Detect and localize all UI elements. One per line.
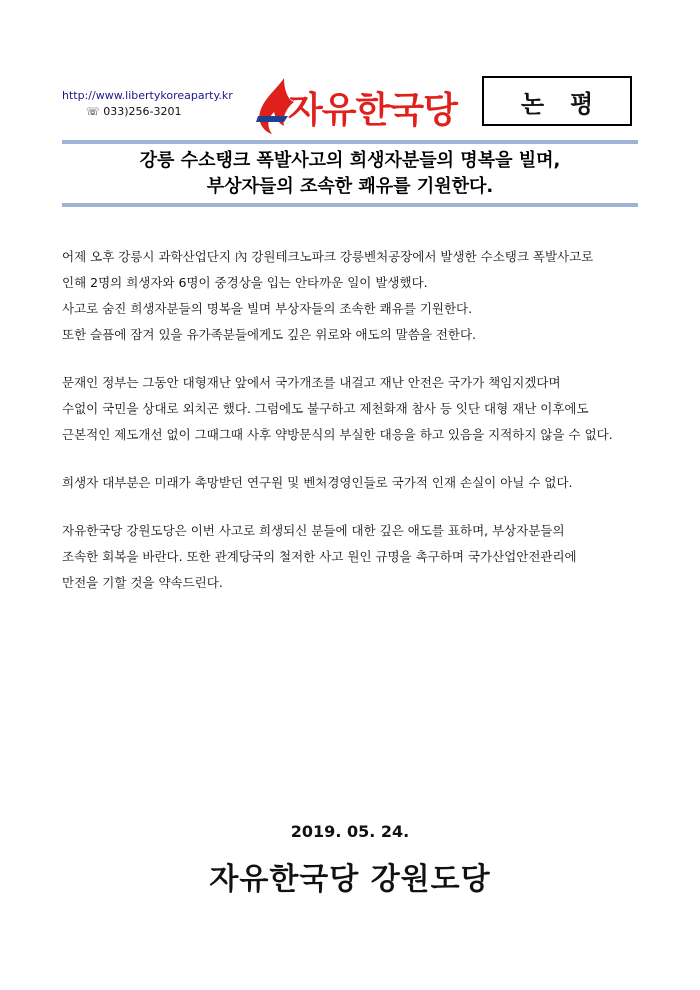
body-line: 또한 슬픔에 잠겨 있을 유가족분들에게도 깊은 위로와 애도의 말씀을 전한다. — [62, 327, 477, 342]
document-body — [62, 244, 642, 596]
phone-number-text: 033)256-3201 — [103, 105, 182, 118]
body-line: 인해 2명의 희생자와 6명이 중경상을 입는 안타까운 일이 발생했다. — [62, 275, 428, 290]
title-line-2: 부상자들의 조속한 쾌유를 기원한다. — [206, 176, 494, 197]
website-url[interactable]: http://www.libertykoreaparty.kr — [62, 89, 233, 102]
contact-info — [62, 88, 233, 120]
logo-text: 자유한국당 — [288, 90, 457, 131]
body-line: 자유한국당 강원도당은 이번 사고로 희생되신 분들에 대한 깊은 애도를 표하며, 부상자분들의 — [62, 523, 565, 538]
phone-icon: ☏ — [86, 105, 100, 118]
body-line: 희생자 대부분은 미래가 촉망받던 연구원 및 벤처경영인들로 국가적 인재 손실이 아닐 수 없다. — [62, 475, 573, 490]
document-title — [62, 148, 638, 200]
phone-number — [62, 104, 233, 120]
document-type-badge: 논평 — [482, 76, 632, 126]
body-line: 수없이 국민을 상대로 외치곤 했다. 그럼에도 불구하고 제천화재 참사 등 잇단 대형 재난 이후에도 — [62, 401, 589, 416]
document-date: 2019. 05. 24. — [290, 822, 410, 841]
body-line: 근본적인 제도개선 없이 그때그때 사후 약방문식의 부실한 대응을 하고 있음을 지적하지 않을 수 없다. — [62, 427, 613, 442]
paragraph-gap — [62, 496, 642, 518]
body-line: 사고로 숨진 희생자분들의 명복을 빌며 부상자들의 조속한 쾌유를 기원한다. — [62, 301, 473, 316]
paragraph-gap — [62, 348, 642, 370]
paragraph-gap — [62, 448, 642, 470]
title-rule-bottom — [62, 203, 638, 207]
body-line: 어제 오후 강릉시 과학산업단지 內 강원테크노파크 강릉벤처공장에서 발생한 수소탱크 폭발사고로 — [62, 249, 594, 264]
title-rule-top — [62, 140, 638, 144]
issuing-organization: 자유한국당 강원도당 — [209, 862, 491, 897]
party-logo — [254, 76, 457, 136]
title-line-1: 강릉 수소탱크 폭발사고의 희생자분들의 명복을 빌며, — [139, 150, 561, 171]
body-line: 만전을 기할 것을 약속드린다. — [62, 575, 223, 590]
body-line: 조속한 회복을 바란다. 또한 관계당국의 철저한 사고 원인 규명을 촉구하며 국가산업안전관리에 — [62, 549, 577, 564]
body-line: 문재인 정부는 그동안 대형재난 앞에서 국가개조를 내걸고 재난 안전은 국가가 책임지겠다며 — [62, 375, 561, 390]
